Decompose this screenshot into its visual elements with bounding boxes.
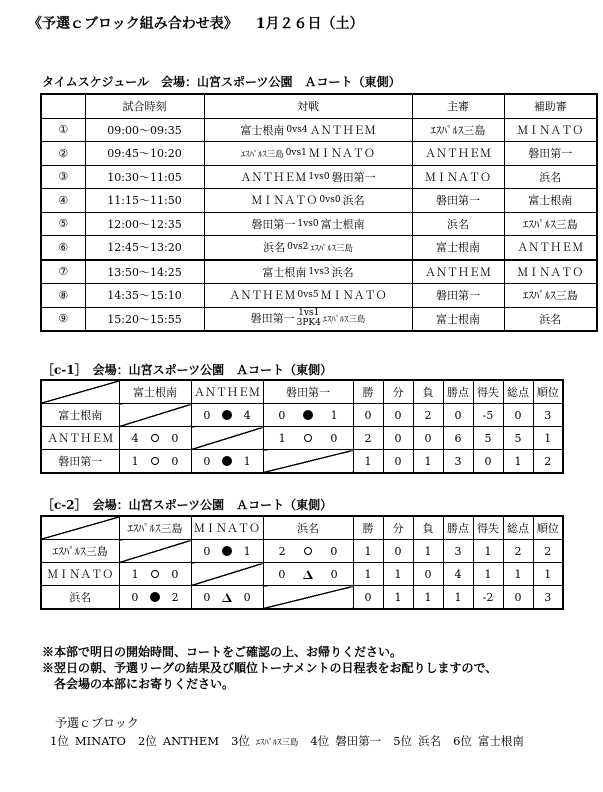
score-text: 0vs5	[297, 290, 319, 301]
stat-value: 1	[503, 450, 533, 474]
home-team: 磐田第一	[251, 217, 296, 231]
title-text: 《予選ｃブロック組み合わせ表》	[28, 16, 238, 32]
score-text: 1vs0	[308, 171, 330, 182]
match-pairing	[204, 212, 412, 236]
stat-value: 0	[383, 427, 413, 450]
result-cell	[191, 540, 263, 563]
assistant-referee: ＭＩＮＡＴＯ	[504, 118, 597, 142]
stat-value: 4	[443, 563, 473, 586]
self-match-cell	[191, 563, 263, 586]
self-match-cell	[119, 404, 191, 427]
result-cell	[263, 427, 353, 450]
match-number: ②	[41, 142, 85, 166]
team-name: 磐田第一	[41, 450, 119, 474]
schedule-header: 主審	[412, 94, 504, 118]
stat-header: 順位	[533, 380, 563, 404]
home-team: ＡＮＴＨＥＭ	[229, 289, 296, 303]
away-team: 浜名	[331, 265, 354, 279]
match-score	[287, 243, 308, 253]
result	[120, 568, 191, 581]
group1-table	[40, 379, 564, 474]
final-team: MINATO	[74, 734, 126, 748]
match-time: 12:00～12:35	[85, 212, 204, 236]
match-time: 15:20～15:55	[85, 307, 204, 331]
stat-value: 1	[533, 427, 563, 450]
loss-mark	[222, 546, 232, 556]
referee: 磐田第一	[412, 189, 504, 213]
team-column-header: 磐田第一	[263, 380, 353, 404]
stat-value: 0	[503, 404, 533, 427]
referee: 富士根南	[412, 307, 504, 331]
schedule-header: 補助審	[504, 94, 597, 118]
result	[192, 455, 263, 468]
team-name: ＡＮＴＨＥＭ	[41, 427, 119, 450]
standing-row	[41, 563, 563, 586]
stat-value: 0	[413, 563, 443, 586]
final-rank: 5位	[393, 734, 413, 748]
home-team: 富士根南	[262, 265, 307, 279]
match-pairing	[204, 189, 412, 213]
result	[192, 591, 263, 604]
loss-mark	[150, 592, 160, 602]
match-score	[297, 309, 321, 329]
stat-header: 分	[383, 516, 413, 540]
result-cell	[263, 404, 353, 427]
match-time: 14:35～15:10	[85, 284, 204, 308]
stat-value: 3	[533, 404, 563, 427]
final-team: 浜名	[418, 734, 442, 748]
final-team: 富士根南	[477, 734, 524, 748]
goals-for: 0	[278, 408, 286, 422]
goals-for: 1	[131, 454, 139, 468]
score-text: 0vs4	[286, 124, 308, 135]
stat-value: 3	[443, 450, 473, 474]
result	[192, 409, 263, 422]
goals-against: 0	[171, 431, 179, 445]
result-cell	[119, 563, 191, 586]
match-score	[286, 126, 307, 136]
final-team: ANTHEM	[162, 734, 220, 748]
page-title	[28, 13, 363, 33]
stat-header: 総点	[503, 516, 533, 540]
note-line: ※翌日の朝、予選リーグの結果及び順位トーナメントの日程表をお配りしますので、	[42, 661, 498, 675]
win-mark	[304, 547, 312, 555]
stat-value: 1	[413, 586, 443, 610]
home-team: ＭＩＮＡＴＯ	[251, 194, 318, 208]
match-row	[41, 284, 597, 308]
match-time: 09:45～10:20	[85, 142, 204, 166]
match-number: ④	[41, 189, 85, 213]
stat-value: 5	[473, 427, 503, 450]
schedule-header	[41, 94, 85, 118]
goals-against: 1	[243, 454, 251, 468]
group-header-row	[41, 516, 563, 540]
result-cell	[191, 404, 263, 427]
result-cell	[191, 450, 263, 474]
schedule-heading: タイムスケジュール 会場：山宮スポーツ公園 Ａコート（東側）	[42, 75, 401, 89]
away-team: ＭＩＮＡＴＯ	[320, 289, 387, 303]
goals-against: 0	[330, 431, 338, 445]
match-row	[41, 260, 597, 284]
result	[120, 432, 191, 445]
final-team: 磐田第一	[335, 734, 382, 748]
match-pairing	[204, 307, 412, 331]
goals-for: 2	[278, 544, 286, 558]
away-team: ＭＩＮＡＴＯ	[308, 147, 375, 161]
draw-mark	[222, 593, 232, 602]
stat-value: 0	[383, 450, 413, 474]
score-text: 0vs2	[287, 242, 309, 253]
result	[120, 455, 191, 468]
group2-table	[40, 515, 564, 610]
final-rank: 4位	[310, 734, 330, 748]
score-text: 0vs1	[285, 148, 307, 159]
goals-against: 0	[330, 544, 338, 558]
stat-value: 1	[443, 586, 473, 610]
goals-against: 4	[243, 408, 251, 422]
goals-against: 2	[171, 590, 179, 604]
stat-value: 2	[533, 540, 563, 563]
corner-cell	[41, 516, 119, 540]
assistant-referee: 浜名	[504, 307, 597, 331]
stat-header: 総点	[503, 380, 533, 404]
match-pairing	[204, 284, 412, 308]
group-header-row	[41, 380, 563, 404]
match-number: ⑥	[41, 236, 85, 260]
stat-value: 5	[503, 427, 533, 450]
match-score	[297, 220, 318, 230]
goals-for: 0	[203, 544, 211, 558]
note-line: 各会場の本部にお寄りください。	[42, 677, 235, 691]
goals-for: 4	[131, 431, 139, 445]
match-pairing	[204, 165, 412, 189]
match-time: 11:15～11:50	[85, 189, 204, 213]
goals-for: 0	[278, 567, 286, 581]
match-time: 13:50～14:25	[85, 260, 204, 284]
goals-for: 0	[203, 590, 211, 604]
stat-value: -5	[473, 404, 503, 427]
goals-against: 0	[243, 590, 251, 604]
goals-for: 0	[203, 408, 211, 422]
schedule-table	[40, 93, 598, 332]
assistant-referee: ＭＩＮＡＴＯ	[504, 260, 597, 284]
result-cell	[119, 427, 191, 450]
match-time: 12:45～13:20	[85, 236, 204, 260]
final-heading: 予選ｃブロック	[55, 716, 139, 730]
pk-score: 3PK4	[296, 317, 321, 328]
goals-against: 1	[243, 544, 251, 558]
result	[192, 545, 263, 558]
assistant-referee: ｴｽﾊﾟﾙｽ三島	[504, 212, 597, 236]
home-team: 磐田第一	[250, 311, 295, 325]
match-time: 09:00～09:35	[85, 118, 204, 142]
away-team: 富士根南	[320, 217, 365, 231]
final-team: ｴｽﾊﾟﾙｽ三島	[255, 738, 299, 748]
final-rank: 6位	[453, 734, 472, 748]
referee: ｴｽﾊﾟﾙｽ三島	[412, 118, 504, 142]
stat-value: 3	[443, 540, 473, 563]
home-team: ｴｽﾊﾟﾙｽ三島	[241, 150, 284, 161]
goals-against: 0	[330, 567, 338, 581]
match-number: ⑦	[41, 260, 85, 284]
stat-value: 1	[413, 450, 443, 474]
stat-value: 1	[383, 563, 413, 586]
stat-value: 1	[353, 563, 383, 586]
assistant-referee: ＡＮＴＨＥＭ	[504, 236, 597, 260]
win-mark	[151, 457, 159, 465]
referee: ＡＮＴＨＥＭ	[412, 142, 504, 166]
referee: 富士根南	[412, 236, 504, 260]
standing-row	[41, 540, 563, 563]
stat-value: 0	[473, 450, 503, 474]
referee: ＡＮＴＨＥＭ	[412, 260, 504, 284]
team-name: 浜名	[41, 586, 119, 610]
stat-header: 分	[383, 380, 413, 404]
stat-value: 0	[413, 427, 443, 450]
match-score	[308, 268, 329, 278]
referee: 磐田第一	[412, 284, 504, 308]
stat-header: 勝点	[443, 380, 473, 404]
stat-value: 1	[353, 540, 383, 563]
match-score	[286, 149, 307, 159]
away-team: 磐田第一	[331, 170, 376, 184]
result-cell	[263, 563, 353, 586]
stat-value: 3	[533, 586, 563, 610]
self-match-cell	[263, 586, 353, 610]
stat-value: 2	[353, 427, 383, 450]
away-team: ＡＮＴＨＥＭ	[309, 123, 376, 137]
team-name: ＭＩＮＡＴＯ	[41, 563, 119, 586]
stat-header: 負	[413, 380, 443, 404]
match-score	[319, 196, 340, 206]
group2-heading: ［c-2］ 会場：山宮スポーツ公園 Ａコート（東側）	[42, 498, 333, 512]
stat-value: 0	[353, 404, 383, 427]
assistant-referee: 磐田第一	[504, 142, 597, 166]
team-column-header: 浜名	[263, 516, 353, 540]
win-mark	[304, 434, 312, 442]
standing-row	[41, 586, 563, 610]
match-pairing	[204, 142, 412, 166]
loss-mark	[222, 410, 232, 420]
stat-value: 1	[473, 563, 503, 586]
match-pairing	[204, 260, 412, 284]
stat-header: 勝点	[443, 516, 473, 540]
match-score	[308, 173, 329, 183]
result-cell	[119, 450, 191, 474]
referee: ＭＩＮＡＴＯ	[412, 165, 504, 189]
team-column-header: ＭＩＮＡＴＯ	[191, 516, 263, 540]
win-mark	[151, 434, 159, 442]
home-team: ＡＮＴＨＥＭ	[240, 170, 307, 184]
schedule-header: 対戦	[204, 94, 412, 118]
stat-value: 0	[383, 540, 413, 563]
score-text: 1vs0	[297, 218, 319, 229]
standing-row	[41, 404, 563, 427]
stat-value: 1	[383, 586, 413, 610]
goals-for: 1	[278, 431, 286, 445]
goals-for: 1	[131, 567, 139, 581]
score-text: 1vs1	[298, 307, 320, 318]
match-pairing	[204, 118, 412, 142]
match-row	[41, 165, 597, 189]
date-text: 1月２６日（土）	[255, 16, 364, 32]
result	[264, 568, 353, 581]
assistant-referee: 富士根南	[504, 189, 597, 213]
stat-value: 1	[353, 450, 383, 474]
referee: 浜名	[412, 212, 504, 236]
match-pairing	[204, 236, 412, 260]
self-match-cell	[119, 540, 191, 563]
score-text: 1vs3	[308, 266, 330, 277]
home-team: 浜名	[263, 241, 286, 255]
match-number: ⑧	[41, 284, 85, 308]
match-row	[41, 212, 597, 236]
stat-value: 0	[383, 404, 413, 427]
match-row	[41, 236, 597, 260]
goals-against: 0	[171, 567, 179, 581]
team-column-header: ＡＮＴＨＥＭ	[191, 380, 263, 404]
match-number: ③	[41, 165, 85, 189]
stat-value: 2	[503, 540, 533, 563]
stat-value: 1	[473, 540, 503, 563]
team-name: 富士根南	[41, 404, 119, 427]
match-number: ①	[41, 118, 85, 142]
schedule-header: 試合時刻	[85, 94, 204, 118]
result-cell	[191, 586, 263, 610]
stat-header: 勝	[353, 516, 383, 540]
self-match-cell	[263, 450, 353, 474]
match-row	[41, 142, 597, 166]
win-mark	[151, 570, 159, 578]
home-team: 富士根南	[240, 123, 285, 137]
stat-value: 1	[503, 563, 533, 586]
stat-value: 2	[413, 404, 443, 427]
result	[264, 545, 353, 558]
team-column-header: 富士根南	[119, 380, 191, 404]
match-score	[297, 291, 318, 301]
schedule-body	[41, 118, 597, 331]
loss-mark	[222, 456, 232, 466]
draw-mark	[303, 570, 313, 579]
final-rank: 1位	[50, 734, 69, 748]
team-name: ｴｽﾊﾟﾙｽ三島	[41, 540, 119, 563]
away-team: ｴｽﾊﾟﾙｽ三島	[310, 244, 353, 255]
match-row	[41, 118, 597, 142]
away-team: 浜名	[342, 194, 365, 208]
team-column-header: ｴｽﾊﾟﾙｽ三島	[119, 516, 191, 540]
stat-value: 1	[413, 540, 443, 563]
result	[264, 409, 353, 422]
match-number: ⑨	[41, 307, 85, 331]
standing-row	[41, 450, 563, 474]
stat-header: 勝	[353, 380, 383, 404]
stat-header: 得失	[473, 380, 503, 404]
stat-value: 2	[533, 450, 563, 474]
stat-header: 得失	[473, 516, 503, 540]
result-cell	[119, 586, 191, 610]
goals-for: 0	[131, 590, 139, 604]
stat-header: 順位	[533, 516, 563, 540]
final-rank: 2位	[137, 734, 157, 748]
result	[264, 432, 353, 445]
loss-mark	[303, 410, 313, 420]
goals-against: 1	[330, 408, 338, 422]
stat-value: 0	[503, 586, 533, 610]
away-team: ｴｽﾊﾟﾙｽ三島	[322, 314, 366, 325]
result	[120, 591, 191, 604]
stat-value: 1	[533, 563, 563, 586]
corner-cell	[41, 380, 119, 404]
final-rank: 3位	[231, 734, 250, 748]
standing-row	[41, 427, 563, 450]
match-time: 10:30～11:05	[85, 165, 204, 189]
goals-against: 0	[171, 454, 179, 468]
stat-header: 負	[413, 516, 443, 540]
stat-value: 0	[353, 586, 383, 610]
match-row	[41, 307, 597, 331]
assistant-referee: 浜名	[504, 165, 597, 189]
final-ranking	[50, 733, 536, 749]
stat-value: 6	[443, 427, 473, 450]
group1-heading: ［c-1］ 会場：山宮スポーツ公園 Ａコート（東側）	[42, 363, 333, 377]
match-row	[41, 189, 597, 213]
notes	[42, 644, 497, 692]
score-text: 0vs0	[319, 195, 341, 206]
result-cell	[263, 540, 353, 563]
goals-for: 0	[203, 454, 211, 468]
stat-value: 0	[443, 404, 473, 427]
match-number: ⑤	[41, 212, 85, 236]
self-match-cell	[191, 427, 263, 450]
stat-value: -2	[473, 586, 503, 610]
assistant-referee: ｴｽﾊﾟﾙｽ三島	[504, 284, 597, 308]
note-line: ※本部で明日の開始時間、コートをご確認の上、お帰りください。	[42, 645, 403, 659]
